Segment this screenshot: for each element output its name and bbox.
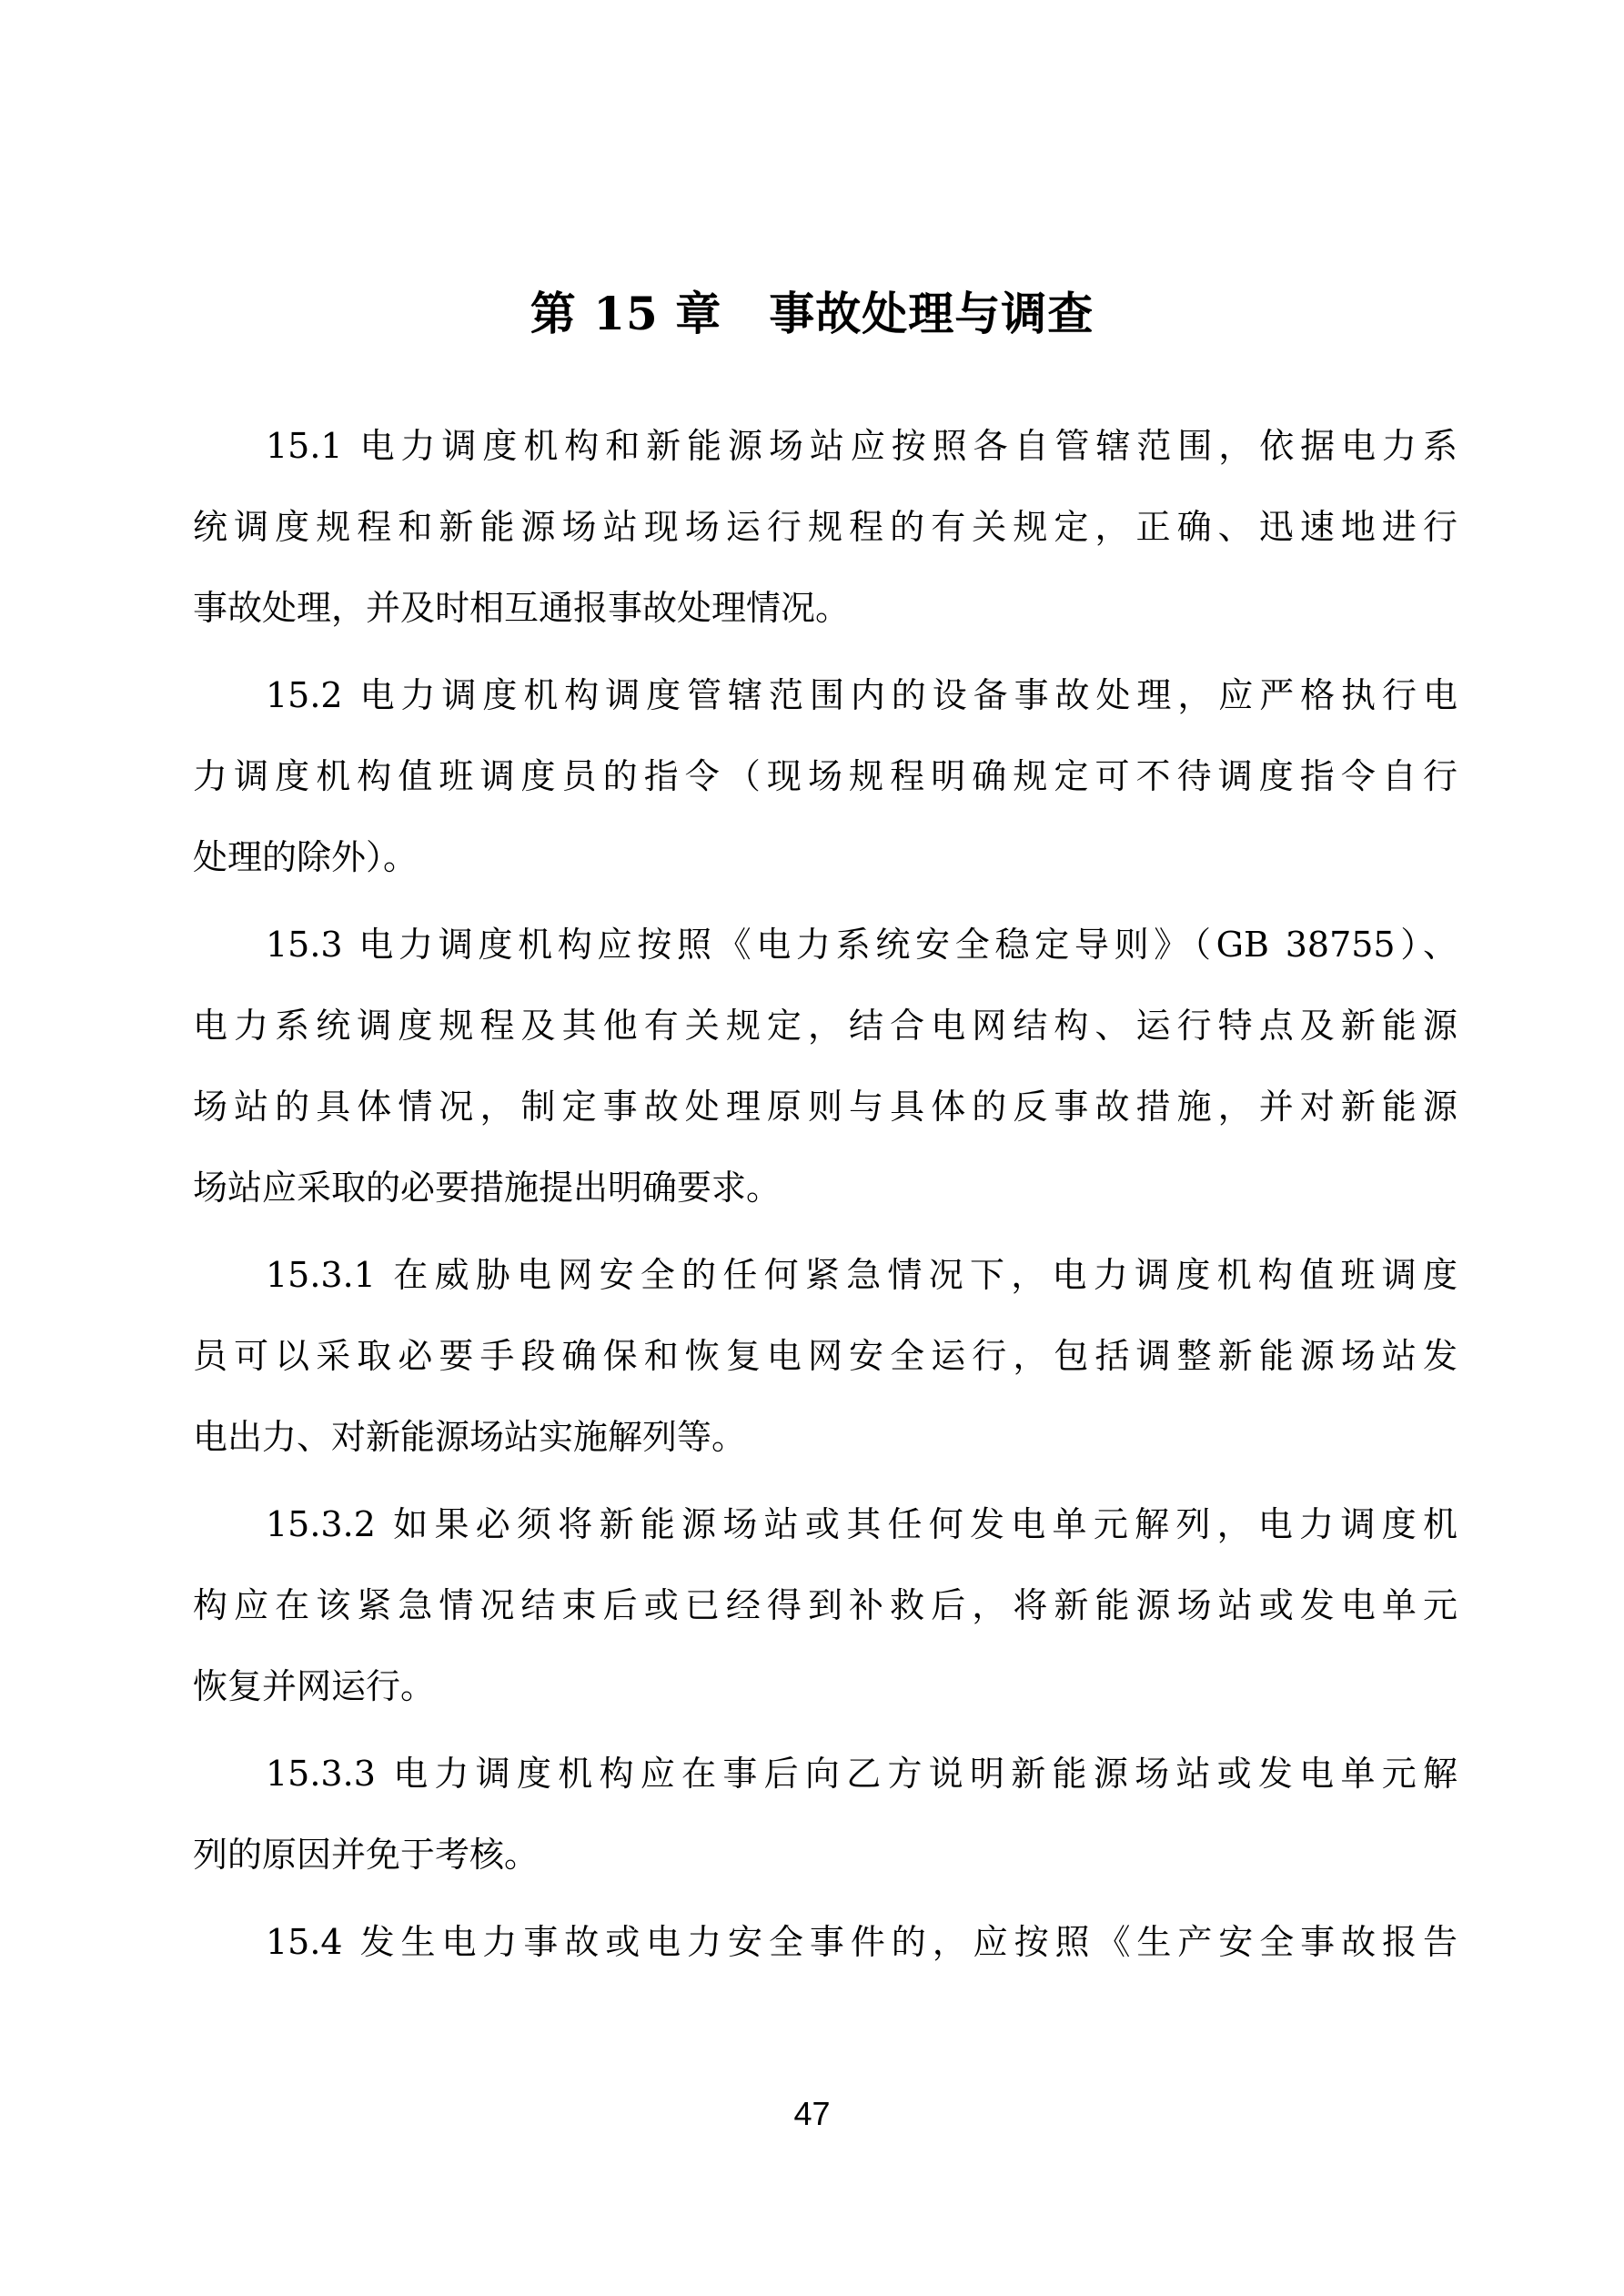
paragraph-line: 事故处理，并及时相互通报事故处理情况。 (193, 588, 851, 628)
paragraph-line: 15.3 电力调度机构应按照《电力系统安全稳定导则》（GB 38755）、 (266, 925, 1458, 965)
paragraph-line: 场站应采取的必要措施提出明确要求。 (193, 1168, 782, 1208)
paragraph-line: 构应在该紧急情况结束后或已经得到补救后，将新能源场站或发电单元 (193, 1585, 1458, 1625)
paragraph-line: 恢复并网运行。 (193, 1666, 436, 1706)
page-number: 47 (793, 2095, 831, 2132)
chapter-title (0, 285, 1624, 343)
paragraph-line: 15.4 发生电力事故或电力安全事件的，应按照《生产安全事故报告 (266, 1922, 1458, 1962)
paragraph-line: 场站的具体情况，制定事故处理原则与具体的反事故措施，并对新能源 (193, 1087, 1458, 1127)
paragraph-line: 15.2 电力调度机构调度管辖范围内的设备事故处理，应严格执行电 (266, 675, 1458, 715)
paragraph-line: 15.3.3 电力调度机构应在事后向乙方说明新能源场站或发电单元解 (266, 1754, 1458, 1794)
paragraph-line: 15.1 电力调度机构和新能源场站应按照各自管辖范围，依据电力系 (266, 426, 1458, 466)
paragraph-line: 15.3.2 如果必须将新能源场站或其任何发电单元解列，电力调度机 (266, 1504, 1458, 1544)
paragraph-line: 统调度规程和新能源场站现场运行规程的有关规定，正确、迅速地进行 (193, 507, 1458, 547)
paragraph-line: 员可以采取必要手段确保和恢复电网安全运行，包括调整新能源场站发 (193, 1336, 1458, 1376)
paragraph-line: 力调度机构值班调度员的指令（现场规程明确规定可不待调度指令自行 (193, 756, 1458, 796)
paragraph-line: 电力系统调度规程及其他有关规定，结合电网结构、运行特点及新能源 (193, 1006, 1458, 1046)
paragraph-line: 处理的除外）。 (193, 837, 419, 877)
chapter-name: 事故处理与调查 (769, 287, 1094, 340)
paragraph-line: 列的原因并免于考核。 (193, 1835, 540, 1875)
chapter-number: 第 15 章 (530, 287, 722, 340)
paragraph-line: 15.3.1 在威胁电网安全的任何紧急情况下，电力调度机构值班调度 (266, 1255, 1458, 1295)
paragraph-line: 电出力、对新能源场站实施解列等。 (193, 1417, 747, 1457)
